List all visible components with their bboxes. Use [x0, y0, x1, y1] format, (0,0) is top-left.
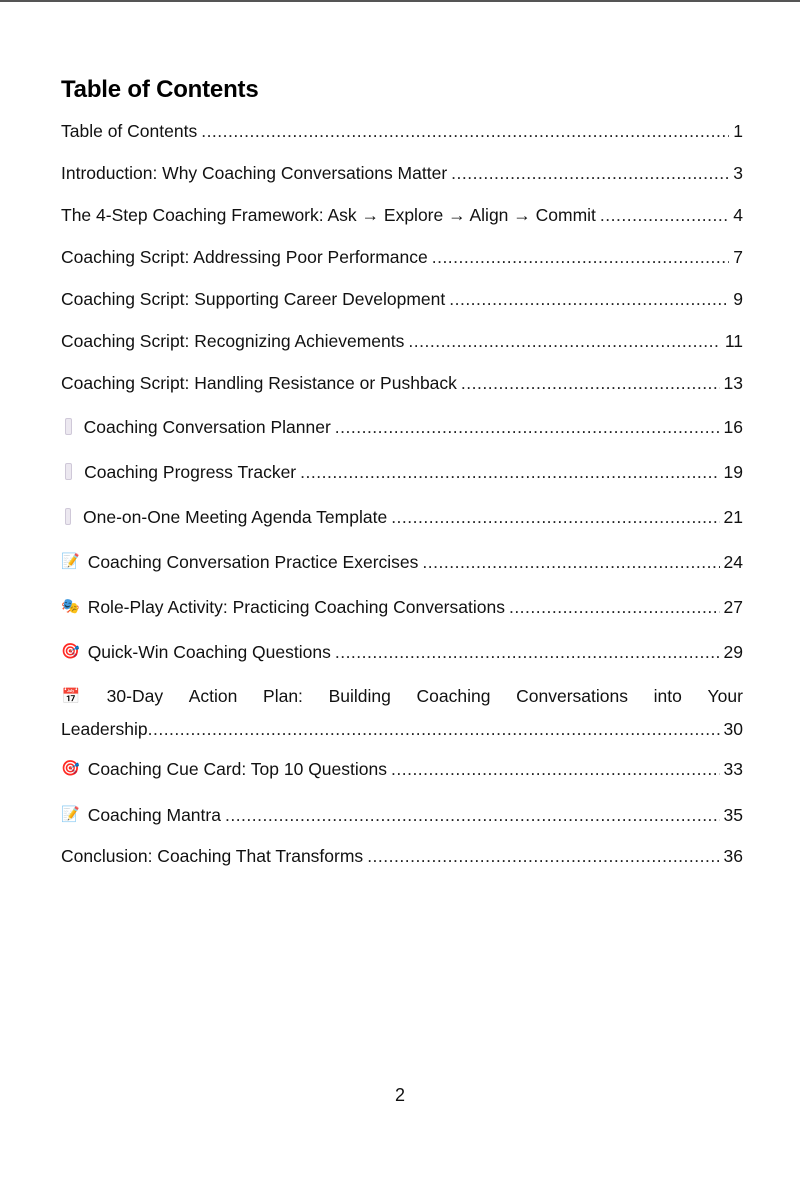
toc-entry[interactable] [61, 837, 743, 875]
toc-entry-title: Table of Contents [61, 121, 198, 141]
leader-dots [148, 713, 720, 746]
toc-entry-page: 36 [723, 846, 743, 866]
memo-icon: 📝 [61, 805, 80, 823]
toc-entry-page: 35 [723, 804, 743, 825]
toc-entry-page: 29 [723, 641, 743, 662]
toc-entry[interactable] [61, 236, 743, 278]
leader-dots [391, 506, 719, 528]
toc-entry-title: Coaching Cue Card: Top 10 Questions [87, 759, 387, 779]
leader-dots [335, 641, 720, 663]
window-top-border [0, 0, 800, 2]
toc-entry[interactable] [61, 584, 743, 629]
toc-entry-title-line1: 📅 30-Day Action Plan: Building Coaching Conversations into Your [61, 680, 743, 713]
toc-entry-page: 24 [723, 551, 743, 572]
toc-entry-page: 13 [723, 373, 743, 393]
toc-entry-title: Coaching Script: Handling Resistance or Pushback [61, 373, 457, 393]
toc-entry-page: 9 [733, 289, 743, 309]
toc-entry-page: 19 [723, 461, 743, 482]
toc-entry-title: Coaching Script: Addressing Poor Performance [61, 247, 428, 267]
toc-entry-page: 27 [723, 596, 743, 617]
leader-dots [225, 804, 720, 826]
toc-entry-title: Coaching Progress Tracker [84, 461, 297, 482]
toc-entry-title: Coaching Mantra [87, 804, 221, 825]
leader-dots [509, 596, 720, 618]
toc-entry[interactable] [61, 152, 743, 194]
leader-dots [422, 551, 719, 573]
page-icon [65, 508, 71, 525]
toc-entry[interactable] [61, 792, 743, 837]
toc-entry-title: Introduction: Why Coaching Conversations Matter [61, 163, 448, 183]
page-number: 2 [394, 1085, 405, 1105]
toc-entry[interactable] [61, 629, 743, 674]
target-icon: 🎯 [61, 642, 80, 660]
toc-entry-page: 3 [733, 163, 743, 183]
toc-page [61, 74, 743, 875]
toc-entry[interactable] [61, 680, 743, 746]
toc-list [61, 110, 743, 875]
toc-entry-page: 7 [733, 247, 743, 267]
toc-entry-page: 4 [733, 205, 743, 225]
leader-dots [461, 372, 720, 394]
toc-entry[interactable] [61, 494, 743, 539]
toc-entry[interactable] [61, 539, 743, 584]
toc-entry[interactable] [61, 110, 743, 152]
masks-icon: 🎭 [61, 597, 80, 615]
leader-dots [335, 416, 720, 438]
toc-entry[interactable] [61, 194, 743, 236]
toc-entry-title: The 4-Step Coaching Framework: Ask → Explore → Align → Commit [61, 205, 596, 225]
toc-entry-title: Coaching Script: Recognizing Achievements [61, 331, 405, 351]
leader-dots [408, 330, 720, 352]
toc-entry-title: Quick-Win Coaching Questions [87, 641, 331, 662]
toc-entry-page: 1 [733, 121, 743, 141]
toc-entry-page: 16 [723, 416, 743, 437]
toc-entry-title: Conclusion: Coaching That Transforms [61, 846, 364, 866]
leader-dots [367, 845, 719, 867]
toc-entry[interactable] [61, 449, 743, 494]
calendar-icon: 📅 [61, 688, 81, 705]
leader-dots [300, 461, 719, 483]
toc-entry-page: 33 [723, 759, 743, 779]
leader-dots [451, 162, 729, 184]
toc-entry-page: 30 [723, 719, 743, 739]
toc-entry-page: 11 [724, 331, 743, 351]
leader-dots [449, 288, 729, 310]
toc-entry[interactable] [61, 362, 743, 404]
leader-dots [600, 204, 729, 226]
toc-heading: Table of Contents [61, 76, 259, 103]
toc-entry-page: 21 [723, 506, 743, 527]
toc-entry-title: Coaching Script: Supporting Career Development [61, 289, 446, 309]
toc-entry[interactable] [61, 320, 743, 362]
toc-entry-title: One-on-One Meeting Agenda Template [83, 506, 388, 527]
toc-entry[interactable] [61, 404, 743, 449]
leader-dots [201, 120, 729, 142]
toc-entry-title: Coaching Conversation Practice Exercises [87, 551, 419, 572]
page-icon [65, 418, 72, 435]
toc-entry[interactable] [61, 278, 743, 320]
leader-dots [391, 758, 720, 780]
toc-entry[interactable] [61, 746, 743, 792]
toc-entry-title-line2: Leadership ..... 30 [61, 713, 743, 746]
toc-entry-title: Coaching Conversation Planner [83, 416, 331, 437]
page-icon [65, 463, 72, 480]
leader-dots [432, 246, 730, 268]
memo-icon: 📝 [61, 552, 80, 570]
toc-entry-title: Role-Play Activity: Practicing Coaching Conversations [87, 596, 505, 617]
target-icon: 🎯 [61, 760, 80, 777]
